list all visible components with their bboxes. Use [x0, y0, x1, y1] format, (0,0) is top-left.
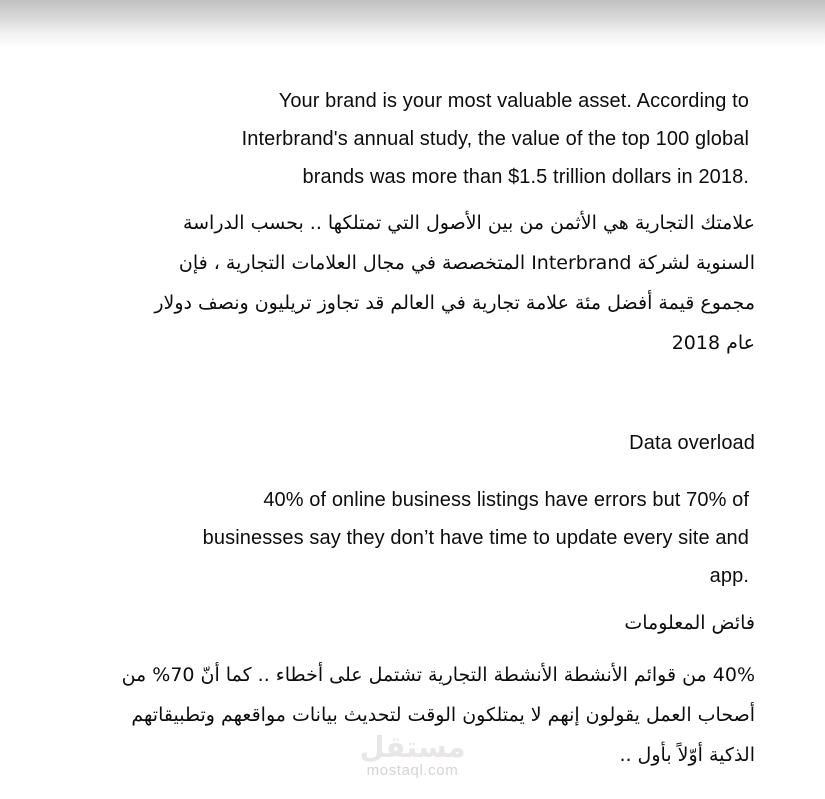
mostaql-site-label: mostaql.com: [366, 762, 459, 779]
english-body-line: 40% of online business listings have errors but 70% of: [263, 489, 749, 511]
arabic-body-line: أصحاب العمل يقولون إنهم لا يمتلكون الوقت لتحديث بيانات مواقعهم وتطبيقاتهم: [131, 704, 755, 726]
arabic-intro-paragraph: [55, 203, 755, 363]
arabic-intro-line: مجموع قيمة أفضل مئة علامة تجارية في العالم قد تجاوز تريليون ونصف دولار: [154, 292, 755, 314]
arabic-intro-line: علامتك التجارية هي الأثمن من بين الأصول التي تمتلكها .. بحسب الدراسة: [182, 212, 755, 234]
top-shadow-gradient: [0, 0, 825, 46]
english-intro-paragraph: [55, 82, 749, 196]
english-body-line: app.: [709, 565, 749, 587]
english-intro-line: Your brand is your most valuable asset. According to: [278, 90, 749, 112]
arabic-body-line: 40% من قوائم الأنشطة الأنشطة التجارية تشتمل على أخطاء .. كما أنّ 70% من: [121, 664, 755, 686]
arabic-body-line: الذكية أوّلاً بأول ..: [619, 744, 755, 766]
arabic-body-paragraph: [55, 655, 755, 775]
english-intro-line: Interbrand's annual study, the value of the top 100 global: [241, 128, 749, 150]
english-intro-line: brands was more than $1.5 trillion dollars in 2018.: [302, 166, 749, 188]
document-content: [0, 82, 825, 775]
mostaql-logo-icon: مستقل: [359, 730, 466, 764]
data-overload-heading: Data overload: [629, 432, 755, 454]
arabic-intro-line: عام 2018: [671, 332, 755, 354]
arabic-intro-line: السنوية لشركة Interbrand المتخصصة في مجال العلامات التجارية ، فإن: [178, 252, 755, 274]
english-body-paragraph: [55, 481, 749, 595]
english-body-line: businesses say they don’t have time to update every site and: [202, 527, 749, 549]
arabic-heading: فائض المعلومات: [624, 612, 755, 634]
